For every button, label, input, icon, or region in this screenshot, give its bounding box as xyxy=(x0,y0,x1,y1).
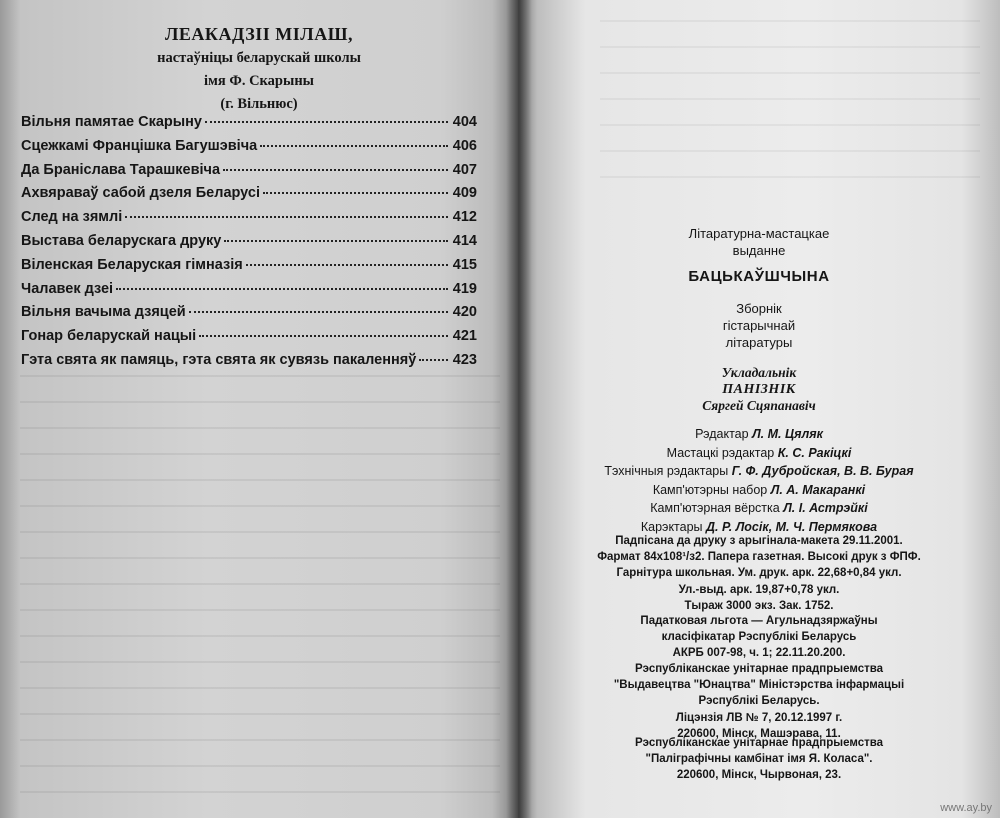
printer-line: "Паліграфічны камбінат імя Я. Коласа". xyxy=(645,753,873,766)
toc-page-number: 419 xyxy=(452,280,477,297)
toc-leader xyxy=(224,239,448,242)
credit-row xyxy=(518,483,1000,502)
toc-leader xyxy=(125,215,448,218)
toc-leader xyxy=(419,358,448,361)
publisher-line: "Выдавецтва "Юнацтва" Міністэрства інфармацыі xyxy=(613,679,905,692)
tax-details xyxy=(518,613,1000,662)
toc-leader xyxy=(260,144,448,147)
toc-entry xyxy=(21,114,477,138)
author-school: імя Ф. Скарыны xyxy=(204,73,314,89)
tax-line: Падатковая льгота — Агульнадзяржаўны xyxy=(640,615,878,627)
toc-leader xyxy=(263,191,448,194)
toc-entry xyxy=(21,209,477,233)
book-subtitle xyxy=(518,300,1000,351)
toc-entry xyxy=(21,185,477,209)
subtitle-line: гістарычнай xyxy=(722,318,796,333)
publisher-line: Ліцэнзія ЛВ № 7, 20.12.1997 г. xyxy=(675,711,843,724)
table-of-contents xyxy=(21,114,477,376)
print-details xyxy=(518,533,1000,614)
publisher-line: 220600, Мінск, Машэрава, 11. xyxy=(677,727,841,740)
credit-row xyxy=(518,446,1000,465)
printer-line: Рэспубліканскае унітарнае прадпрыемства xyxy=(634,737,884,749)
author-role: настаўніцы беларускай школы xyxy=(157,50,361,66)
credit-names: Л. А. Макаранкі xyxy=(770,482,866,497)
toc-page-number: 404 xyxy=(452,114,477,130)
credit-role: Рэдактар xyxy=(695,427,749,441)
credit-names: Л. М. Цяляк xyxy=(752,427,823,441)
print-line: Гарнітура школьная. Ум. друк. арк. 22,68+0,84 укл. xyxy=(616,567,902,580)
show-through-text xyxy=(20,375,500,795)
toc-title: Віленская Беларуская гімназія xyxy=(21,256,243,273)
print-line: Ул.-выд. арк. 19,87+0,78 укл. xyxy=(678,583,840,596)
toc-entry xyxy=(21,162,477,186)
toc-title: Вільня вачыма дзяцей xyxy=(21,304,186,321)
show-through-text xyxy=(600,20,980,200)
compiler-label: Укладальнік xyxy=(721,365,797,380)
site-watermark: www.ay.by xyxy=(940,802,992,814)
toc-entry xyxy=(21,257,477,281)
credit-row xyxy=(518,464,1000,483)
toc-entry xyxy=(21,352,477,376)
tax-line: АКРБ 007-98, ч. 1; 22.11.20.200. xyxy=(672,647,846,660)
toc-title: Выстава беларускага друку xyxy=(21,232,222,249)
compiler-given-name: Сяргей Сцяпанавіч xyxy=(702,398,816,413)
credit-role: Тэхнічныя рэдактары xyxy=(604,464,729,479)
credit-role: Мастацкі рэдактар xyxy=(666,445,775,460)
print-line: Фармат 84x108¹/з2. Папера газетная. Высокі друк з ФПФ. xyxy=(597,551,921,564)
toc-entry xyxy=(21,304,477,328)
author-city: (г. Вільнюс) xyxy=(220,96,298,112)
tax-line: класіфікатар Рэспублікі Беларусь xyxy=(661,631,857,644)
genre-line: выданне xyxy=(732,243,786,258)
credit-row xyxy=(518,501,1000,520)
toc-title: Ахвяраваў сабой дзеля Беларусі xyxy=(21,185,260,202)
toc-page-number: 415 xyxy=(452,256,477,273)
toc-page-number: 414 xyxy=(452,232,477,249)
editorial-credits xyxy=(518,427,1000,539)
toc-leader xyxy=(246,263,448,266)
genre-line: Літаратурна-мастацкае xyxy=(688,226,830,241)
publisher-line: Рэспублікі Беларусь. xyxy=(698,695,820,708)
toc-leader xyxy=(189,310,448,313)
credit-names: Л. І. Астрэйкі xyxy=(783,501,868,516)
credit-names: Д. Р. Лосік, М. Ч. Пермякова xyxy=(706,519,878,534)
publisher-details xyxy=(518,661,1000,742)
toc-title: Гонар беларускай нацыі xyxy=(21,328,197,345)
toc-title: Сцежкамі Францішка Багушэвіча xyxy=(21,137,258,154)
credit-row xyxy=(518,427,1000,446)
credit-role: Карэктары xyxy=(640,519,703,534)
toc-entry xyxy=(21,233,477,257)
toc-entry xyxy=(21,281,477,305)
print-line: Тыраж 3000 экз. Зак. 1752. xyxy=(684,599,834,612)
toc-page-number: 406 xyxy=(452,137,477,154)
toc-leader xyxy=(205,120,448,123)
toc-title: След на зямлі xyxy=(21,209,123,226)
printer-line: 220600, Мінск, Чырвоная, 23. xyxy=(676,769,842,782)
credit-names: Г. Ф. Дубройская, В. В. Бурая xyxy=(731,464,914,479)
toc-leader xyxy=(223,168,448,171)
credit-names: К. С. Ракіцкі xyxy=(777,445,852,460)
printer-details xyxy=(518,735,1000,784)
genre-label xyxy=(518,225,1000,259)
subtitle-line: Зборнік xyxy=(736,301,782,316)
toc-title: Чалавек дзеі xyxy=(21,280,114,297)
toc-page-number: 421 xyxy=(452,328,477,345)
toc-page-number: 423 xyxy=(452,351,477,368)
toc-entry xyxy=(21,138,477,162)
toc-page-number: 420 xyxy=(452,304,477,321)
toc-page-number: 409 xyxy=(452,185,477,202)
credit-role: Камп'ютэрная вёрстка xyxy=(650,501,780,516)
toc-entry xyxy=(21,328,477,352)
toc-leader xyxy=(199,334,448,337)
book-title: БАЦЬКАЎШЧЫНА xyxy=(688,268,830,285)
subtitle-line: літаратуры xyxy=(725,335,793,350)
print-line: Падпісана да друку з арыгінала-макета 29.11.2001. xyxy=(615,535,903,547)
author-name: ЛЕАКАДЗІІ МІЛАШ, xyxy=(165,24,353,44)
toc-page-number: 407 xyxy=(452,161,477,178)
toc-page-number: 412 xyxy=(452,209,477,226)
toc-title: Вільня памятае Скарыну xyxy=(21,114,202,130)
toc-title: Гэта свята як памяць, гэта свята як сувязь пакаленняў xyxy=(21,351,417,368)
credit-role: Камп'ютэрны набор xyxy=(652,482,768,497)
publisher-line: Рэспубліканскае унітарнае прадпрыемства xyxy=(634,663,884,675)
toc-title: Да Браніслава Тарашкевіча xyxy=(21,161,221,178)
toc-leader xyxy=(116,287,448,290)
compiler-surname: ПАНІЗНІК xyxy=(722,382,796,397)
